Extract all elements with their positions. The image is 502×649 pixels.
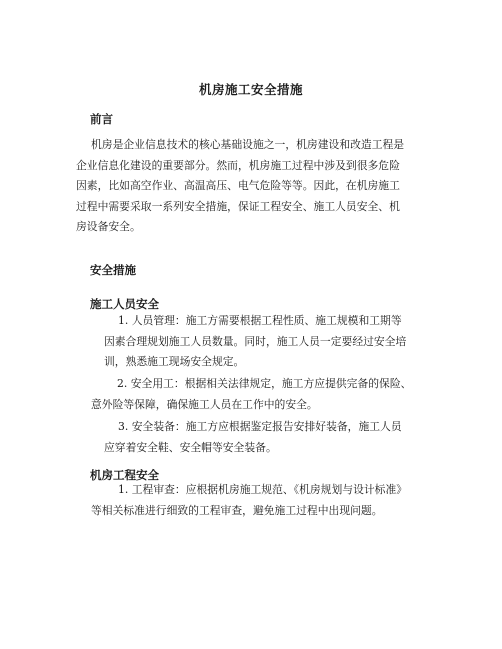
preface-heading: 前言 <box>90 112 113 126</box>
preface-line: 企业信息化建设的重要部分。然而，机房施工过程中涉及到很多危险 <box>76 158 400 172</box>
engineering-heading: 机房工程安全 <box>90 468 159 482</box>
preface-paragraph <box>76 135 404 238</box>
item-line: 1. 人员管理：施工方需要根据工程性质、施工规模和工期等 <box>118 314 402 327</box>
personnel-heading: 施工人员安全 <box>90 297 159 311</box>
document-title: 机房施工安全措施 <box>198 82 303 97</box>
item-line: 意外险等保障，确保施工人员在工作中的安全。 <box>91 397 318 411</box>
item-line: 因素合理规划施工人员数量。同时，施工人员一定要经过安全培 <box>104 334 407 348</box>
preface-line: 因素，比如高空作业、高温高压、电气危险等等。因此，在机房施工 <box>76 179 400 192</box>
engineering-item-1 <box>91 480 407 521</box>
personnel-item-2 <box>91 374 411 415</box>
item-line: 2. 安全用工：根据相关法律规定，施工方应提供完备的保险、 <box>117 377 412 390</box>
preface-line: 房设备安全。 <box>76 220 141 233</box>
measures-heading: 安全措施 <box>90 263 136 277</box>
item-line: 训，熟悉施工现场安全规定。 <box>104 355 245 368</box>
item-line: 等相关标准进行细致的工程审查，避免施工过程中出现问题。 <box>91 503 383 517</box>
personnel-item-1 <box>104 311 406 373</box>
personnel-item-3 <box>104 417 402 458</box>
preface-line: 过程中需要采取一系列安全措施，保证工程安全、施工人员安全、机 <box>76 199 400 213</box>
preface-line: 机房是企业信息技术的核心基础设施之一，机房建设和改造工程是 <box>91 138 405 151</box>
item-line: 1. 工程审查：应根据机房施工规范、《机房规划与设计标准》 <box>118 483 408 496</box>
item-line: 应穿着安全鞋、安全帽等安全装备。 <box>104 440 277 454</box>
item-line: 3. 安全装备：施工方应根据鉴定报告安排好装备，施工人员 <box>118 420 402 433</box>
